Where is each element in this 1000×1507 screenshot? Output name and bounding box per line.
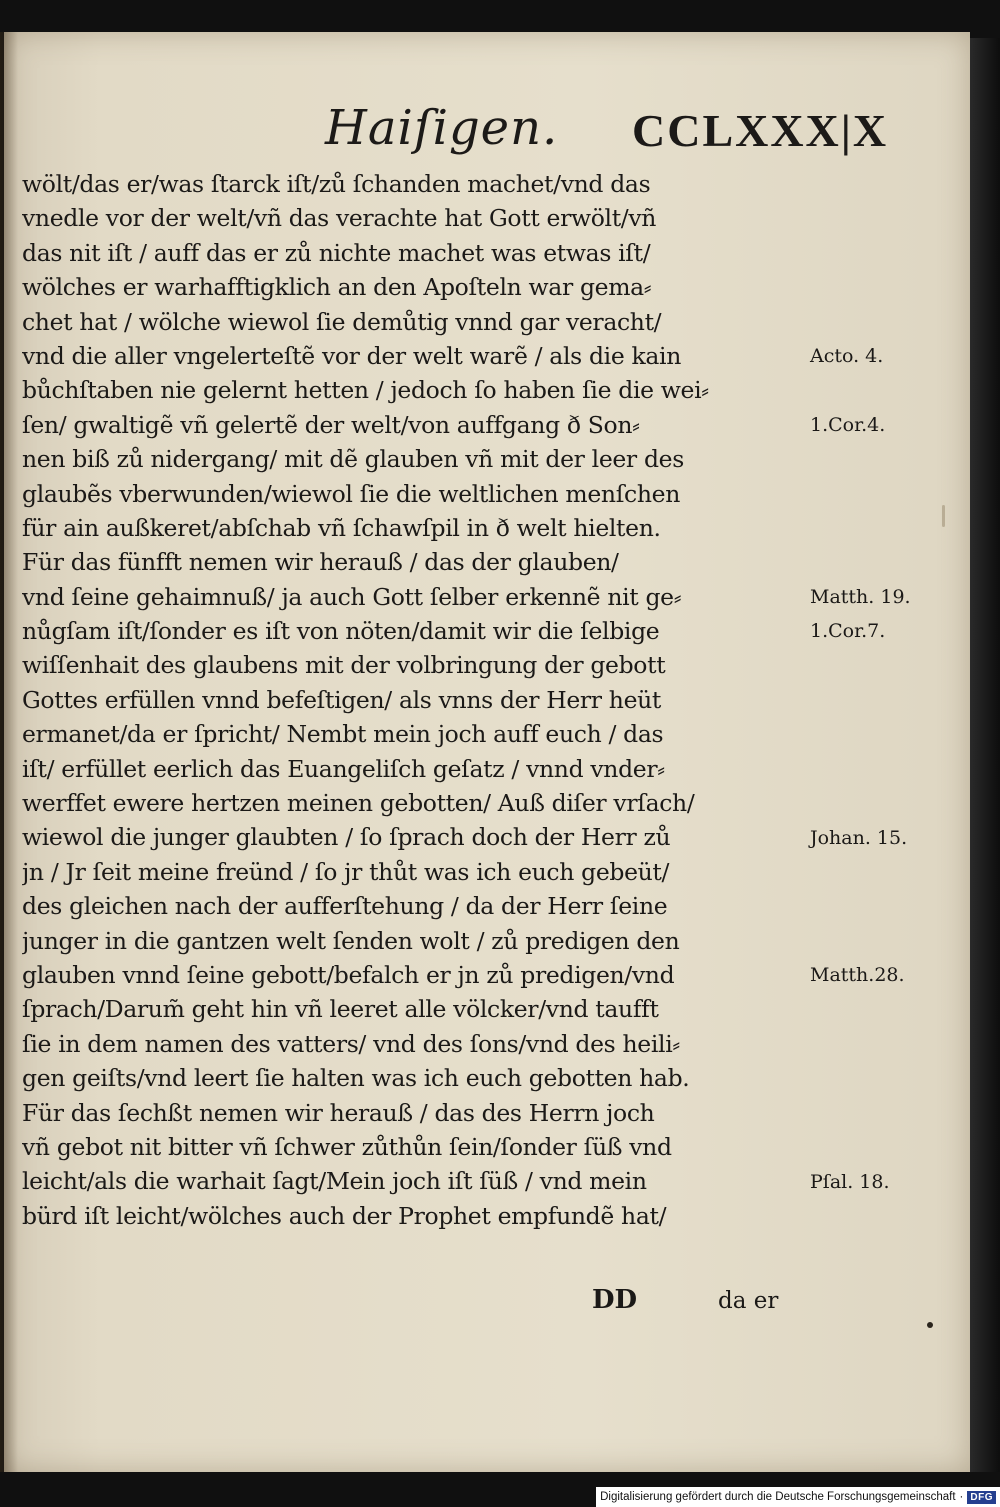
text-line: ſie in dem namen des vatters/ vnd des ſons/vnd des heili⸗ — [22, 1029, 680, 1058]
text-line: nen biß zů nidergang/ mit dẽ glauben vñ mit der leer des — [22, 445, 684, 474]
catchword: da er — [718, 1288, 779, 1314]
marginal-note: Acto. 4. — [810, 345, 884, 367]
marginal-note: 1.Cor.4. — [810, 413, 886, 436]
text-line: vnd ſeine gehaimnuß/ ja auch Gott ſelber erkennẽ nit ge⸗ — [22, 582, 682, 611]
text-line: junger in die gantzen welt ſenden wolt / zů predigen den — [22, 926, 680, 955]
marginal-note: 1.Cor.7. — [810, 620, 886, 643]
running-head: Haiſigen. — [325, 100, 559, 156]
text-line: bůchſtaben nie gelernt hetten / jedoch ſo haben ſie die wei⸗ — [22, 376, 709, 405]
marginal-note: Matth.28. — [810, 964, 905, 987]
text-line: ſprach/Darum̃ geht hin vñ leeret alle völcker/vnd taufft — [22, 995, 659, 1024]
footer-bar — [596, 1487, 1000, 1507]
marginal-note: Johan. 15. — [810, 826, 908, 849]
text-line: das nit iſt / auff das er zů nichte machet was etwas iſt/ — [22, 238, 651, 267]
main-text-block — [22, 167, 812, 1233]
text-line: wölt/das er/was ſtarck iſt/zů ſchanden machet/vnd das — [22, 170, 651, 198]
ink-spot — [927, 1322, 933, 1328]
folio-number: CCLXXX|X — [632, 105, 889, 156]
footer-separator: · — [959, 1491, 964, 1503]
text-line: werffet ewere hertzen meinen gebotten/ Auß diſer vrſach/ — [22, 789, 695, 818]
dfg-logo: DFG — [967, 1491, 996, 1504]
text-line: wiſſenhait des glaubens mit der volbringung der gebott — [22, 651, 666, 680]
funding-credit: Digitalisierung gefördert durch die Deutsche Forschungsgemeinschaft — [600, 1491, 956, 1503]
text-line: glaubẽs vberwunden/wiewol ſie die weltlichen menſchen — [22, 479, 680, 508]
marginal-note: Pſal. 18. — [810, 1170, 890, 1193]
paper-mark — [942, 505, 945, 527]
text-line: wölches er warhafftigklich an den Apoſteln war gema⸗ — [22, 273, 652, 302]
text-line: chet hat / wölche wiewol ſie demůtig vnnd gar veracht/ — [22, 307, 662, 336]
spine-shadow — [0, 32, 18, 1472]
text-line: gen geiſts/vnd leert ſie halten was ich euch gebotten hab. — [22, 1064, 690, 1093]
text-line: Für das fünfft nemen wir herauß / das der glauben/ — [22, 548, 619, 577]
text-line: iſt/ erfüllet eerlich das Euangeliſch geſatz / vnnd vnder⸗ — [22, 754, 665, 783]
text-line: glauben vnnd ſeine gebott/befalch er jn zů predigen/vnd — [22, 960, 675, 989]
text-line: ermanet/da er ſpricht/ Nembt mein joch auff euch / das — [22, 720, 664, 749]
text-line: bürd iſt leicht/wölches auch der Prophet empfundẽ hat/ — [22, 1201, 667, 1230]
text-line: Gottes erfüllen vnnd befeſtigen/ als vnns der Herr heüt — [22, 685, 662, 714]
text-line: Für das ſechßt nemen wir herauß / das des Herrn joch — [22, 1098, 655, 1127]
text-line: des gleichen nach der aufferſtehung / da der Herr ſeine — [22, 892, 668, 921]
signature-mark: DD — [592, 1285, 638, 1315]
text-line: wiewol die junger glaubten / ſo ſprach doch der Herr zů — [22, 823, 671, 852]
text-line: ſen/ gwaltigẽ vñ gelertẽ der welt/von auffgang ð Son⸗ — [22, 410, 640, 439]
page-edge — [970, 38, 1000, 1472]
marginal-note: Matth. 19. — [810, 585, 911, 608]
text-line: nůgſam iſt/ſonder es iſt von nöten/damit wir die ſelbige — [22, 617, 660, 646]
text-line: vnd die aller vngelerteſtẽ vor der welt warẽ / als die kain — [22, 341, 682, 370]
text-line: jn / Jr ſeit meine freünd / ſo jr thůt was ich euch gebeüt/ — [22, 857, 670, 886]
text-line: vñ gebot nit bitter vñ ſchwer zůthůn ſein/ſonder ſüß vnd — [22, 1132, 672, 1161]
text-line: für ain außkeret/abſchab vñ ſchawſpil in ð welt hielten. — [22, 513, 661, 542]
text-line: leicht/als die warhait ſagt/Mein joch iſt ſüß / vnd mein — [22, 1167, 647, 1196]
text-line: vnedle vor der welt/vñ das verachte hat Gott erwölt/vñ — [22, 204, 657, 233]
